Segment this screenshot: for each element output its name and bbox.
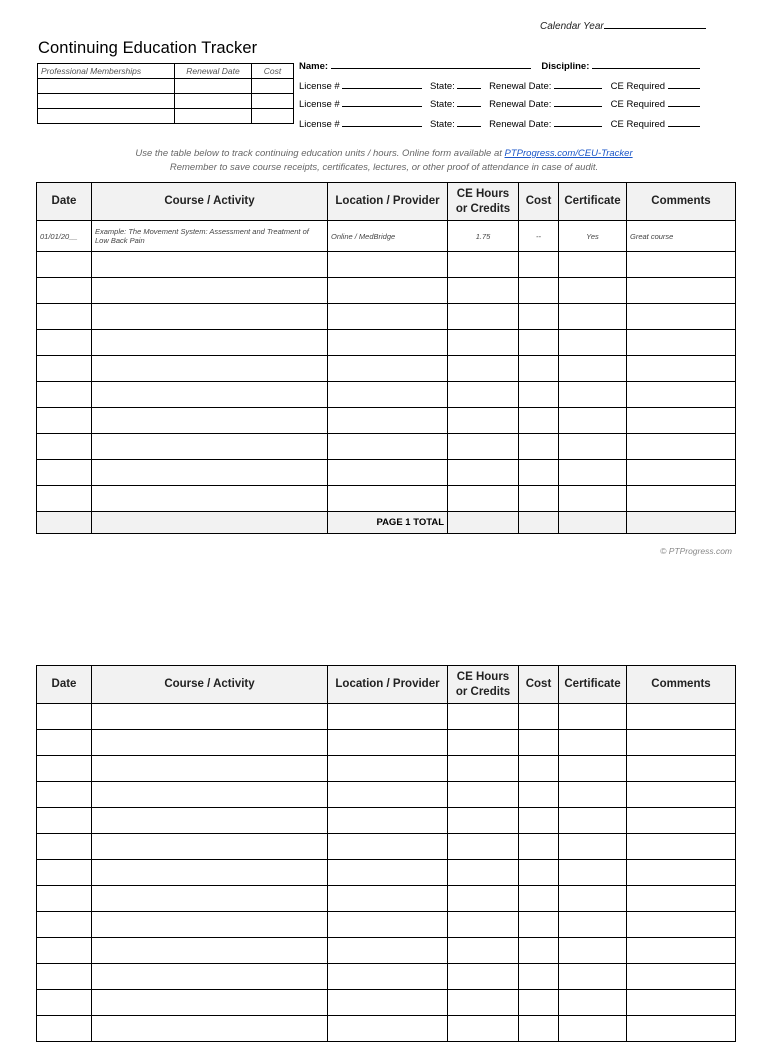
table-cell[interactable] <box>519 782 559 808</box>
table-cell[interactable] <box>328 356 448 382</box>
table-cell[interactable] <box>92 408 328 434</box>
table-cell[interactable] <box>448 330 519 356</box>
table-cell[interactable] <box>559 382 627 408</box>
table-row <box>37 808 736 834</box>
col-ce-hours: CE Hours or Credits <box>448 183 519 221</box>
discipline-label: Discipline: <box>541 61 590 72</box>
table-cell[interactable] <box>627 860 736 886</box>
table-cell[interactable] <box>519 382 559 408</box>
table-cell[interactable] <box>448 434 519 460</box>
name-label: Name: <box>299 61 329 72</box>
table-cell[interactable] <box>519 304 559 330</box>
table-cell[interactable] <box>92 990 328 1016</box>
license-number-field[interactable] <box>342 88 422 89</box>
table-cell[interactable] <box>328 330 448 356</box>
table-cell[interactable] <box>328 704 448 730</box>
total-hours-cell[interactable] <box>448 512 519 534</box>
table-cell[interactable] <box>92 782 328 808</box>
table-cell[interactable] <box>37 434 92 460</box>
table-cell[interactable] <box>559 730 627 756</box>
table-cell[interactable] <box>559 886 627 912</box>
memberships-table <box>37 63 294 124</box>
table-cell[interactable] <box>559 434 627 460</box>
ce-tracker-table-page-1 <box>36 182 736 534</box>
table-cell[interactable] <box>627 730 736 756</box>
table-cell[interactable] <box>519 356 559 382</box>
table-cell[interactable] <box>37 252 92 278</box>
table-cell[interactable] <box>92 330 328 356</box>
table-cell[interactable] <box>448 860 519 886</box>
ce-required-field[interactable] <box>668 88 700 89</box>
table-cell[interactable] <box>559 990 627 1016</box>
table-cell[interactable] <box>627 886 736 912</box>
table-row <box>37 782 736 808</box>
renewal-date-label: Renewal Date: <box>489 81 552 92</box>
memberships-row <box>38 79 294 94</box>
table-cell[interactable] <box>448 990 519 1016</box>
table-cell[interactable] <box>328 990 448 1016</box>
table-cell[interactable] <box>627 834 736 860</box>
table-cell[interactable] <box>559 330 627 356</box>
example-location: Online / MedBridge <box>328 221 448 252</box>
table-cell[interactable] <box>328 252 448 278</box>
table-row <box>37 330 736 356</box>
table-cell[interactable] <box>328 408 448 434</box>
table-cell[interactable] <box>627 990 736 1016</box>
table-cell[interactable] <box>627 408 736 434</box>
table-row <box>37 408 736 434</box>
table-cell[interactable] <box>519 990 559 1016</box>
table-cell[interactable] <box>519 860 559 886</box>
table-cell[interactable] <box>448 808 519 834</box>
table-row <box>37 886 736 912</box>
table-row <box>37 730 736 756</box>
table-row <box>37 278 736 304</box>
license-label: License # <box>299 119 340 130</box>
table-cell[interactable] <box>328 460 448 486</box>
calendar-year-field[interactable] <box>540 21 706 32</box>
table-cell[interactable] <box>519 1016 559 1042</box>
table-cell[interactable] <box>559 304 627 330</box>
instructions <box>0 147 768 175</box>
col-ce-hours: CE Hours or Credits <box>448 666 519 704</box>
table-cell[interactable] <box>519 730 559 756</box>
membership-cell[interactable] <box>38 94 175 109</box>
state-field[interactable] <box>457 88 481 89</box>
table-row <box>37 356 736 382</box>
table-cell[interactable] <box>37 782 92 808</box>
table-cell[interactable] <box>627 460 736 486</box>
total-blank-cell <box>92 512 328 534</box>
table-cell[interactable] <box>519 252 559 278</box>
table-cell[interactable] <box>92 912 328 938</box>
example-certificate: Yes <box>559 221 627 252</box>
col-date: Date <box>37 183 92 221</box>
col-certificate: Certificate <box>559 183 627 221</box>
table-cell[interactable] <box>627 382 736 408</box>
table-cell[interactable] <box>448 938 519 964</box>
page-1-total-row <box>37 512 736 534</box>
table-cell[interactable] <box>627 1016 736 1042</box>
table-cell[interactable] <box>627 304 736 330</box>
total-cost-cell[interactable] <box>519 512 559 534</box>
table-cell[interactable] <box>37 1016 92 1042</box>
table-row <box>37 756 736 782</box>
license-number-field[interactable] <box>342 106 422 107</box>
table-cell[interactable] <box>37 730 92 756</box>
table-row <box>37 860 736 886</box>
renewal-date-field[interactable] <box>554 126 602 127</box>
table-cell[interactable] <box>627 938 736 964</box>
table-row <box>37 382 736 408</box>
table-cell[interactable] <box>328 278 448 304</box>
table-cell[interactable] <box>37 382 92 408</box>
table-row <box>37 938 736 964</box>
table-cell[interactable] <box>37 990 92 1016</box>
example-course: Example: The Movement System: Assessment and Treatment of Low Back Pain <box>92 221 328 252</box>
col-comments: Comments <box>627 666 736 704</box>
table-cell[interactable] <box>448 964 519 990</box>
table-cell[interactable] <box>519 278 559 304</box>
table-cell[interactable] <box>559 460 627 486</box>
table-cell[interactable] <box>328 304 448 330</box>
membership-renewal-cell[interactable] <box>175 109 252 124</box>
table-cell[interactable] <box>519 834 559 860</box>
discipline-field[interactable] <box>592 68 700 69</box>
table-cell[interactable] <box>37 330 92 356</box>
membership-renewal-cell[interactable] <box>175 94 252 109</box>
state-label: State: <box>429 81 455 92</box>
table-cell[interactable] <box>328 912 448 938</box>
col-comments: Comments <box>627 183 736 221</box>
table-cell[interactable] <box>627 252 736 278</box>
col-location-provider: Location / Provider <box>328 183 448 221</box>
state-label: State: <box>429 119 455 130</box>
state-field[interactable] <box>457 126 481 127</box>
renewal-date-label: Renewal Date: <box>489 119 552 130</box>
col-course-activity: Course / Activity <box>92 666 328 704</box>
table-row <box>37 434 736 460</box>
table-cell[interactable] <box>328 886 448 912</box>
table-cell[interactable] <box>627 704 736 730</box>
table-cell[interactable] <box>627 964 736 990</box>
table-row <box>37 1016 736 1042</box>
table-cell[interactable] <box>559 860 627 886</box>
table-cell[interactable] <box>559 356 627 382</box>
renewal-date-field[interactable] <box>554 106 602 107</box>
table-cell[interactable] <box>448 1016 519 1042</box>
table-cell[interactable] <box>559 756 627 782</box>
membership-cell[interactable] <box>38 79 175 94</box>
copyright-notice: © PTProgress.com <box>660 546 732 556</box>
table-cell[interactable] <box>328 808 448 834</box>
example-cost: -- <box>519 221 559 252</box>
table-cell[interactable] <box>328 938 448 964</box>
table-cell[interactable] <box>627 330 736 356</box>
instructions-line-2: Remember to save course receipts, certificates, lectures, or other proof of attendance in case of audit. <box>169 162 599 173</box>
table-cell[interactable] <box>37 834 92 860</box>
memberships-row <box>38 94 294 109</box>
table-row <box>37 252 736 278</box>
table-cell[interactable] <box>559 808 627 834</box>
memberships-col-renewal: Renewal Date <box>175 64 252 79</box>
table-cell[interactable] <box>448 886 519 912</box>
table-row <box>37 304 736 330</box>
state-field[interactable] <box>457 106 481 107</box>
table-cell[interactable] <box>92 756 328 782</box>
table-cell[interactable] <box>519 756 559 782</box>
col-course-activity: Course / Activity <box>92 183 328 221</box>
table-cell[interactable] <box>627 756 736 782</box>
name-discipline-line <box>299 61 700 72</box>
example-date: 01/01/20__ <box>37 221 92 252</box>
table-cell[interactable] <box>92 434 328 460</box>
col-date: Date <box>37 666 92 704</box>
page-1-total-label: PAGE 1 TOTAL <box>328 512 448 534</box>
table-cell[interactable] <box>519 964 559 990</box>
renewal-date-field[interactable] <box>554 88 602 89</box>
table-row <box>37 486 736 512</box>
ce-required-label: CE Required <box>610 119 666 130</box>
table-cell[interactable] <box>328 782 448 808</box>
table-cell[interactable] <box>559 912 627 938</box>
ce-required-label: CE Required <box>610 81 666 92</box>
table-cell[interactable] <box>559 782 627 808</box>
membership-renewal-cell[interactable] <box>175 79 252 94</box>
table-cell[interactable] <box>92 860 328 886</box>
table-cell[interactable] <box>448 834 519 860</box>
table-cell[interactable] <box>519 886 559 912</box>
license-line-2 <box>299 99 700 110</box>
table-cell[interactable] <box>627 486 736 512</box>
table-cell[interactable] <box>37 460 92 486</box>
table-cell[interactable] <box>37 278 92 304</box>
table-row <box>37 704 736 730</box>
example-row <box>37 221 736 252</box>
table-row <box>37 964 736 990</box>
table-cell[interactable] <box>92 704 328 730</box>
table-cell[interactable] <box>37 304 92 330</box>
table-row <box>37 834 736 860</box>
table-cell[interactable] <box>328 382 448 408</box>
table-cell[interactable] <box>92 730 328 756</box>
instructions-line-1: Use the table below to track continuing education units / hours. Online form available at <box>135 148 502 159</box>
membership-cost-cell[interactable] <box>252 109 294 124</box>
table-cell[interactable] <box>559 486 627 512</box>
table-cell[interactable] <box>559 938 627 964</box>
table-cell[interactable] <box>92 808 328 834</box>
membership-cost-cell[interactable] <box>252 79 294 94</box>
table-cell[interactable] <box>448 304 519 330</box>
total-blank-cell <box>627 512 736 534</box>
example-hours: 1.75 <box>448 221 519 252</box>
table-cell[interactable] <box>328 730 448 756</box>
state-label: State: <box>429 99 455 110</box>
table-cell[interactable] <box>519 704 559 730</box>
table-cell[interactable] <box>519 434 559 460</box>
table-cell[interactable] <box>627 356 736 382</box>
table-cell[interactable] <box>92 886 328 912</box>
ce-required-label: CE Required <box>610 99 666 110</box>
table-cell[interactable] <box>92 278 328 304</box>
table-cell[interactable] <box>37 938 92 964</box>
membership-cost-cell[interactable] <box>252 94 294 109</box>
table-cell[interactable] <box>37 860 92 886</box>
table-cell[interactable] <box>92 252 328 278</box>
ce-required-field[interactable] <box>668 126 700 127</box>
table-cell[interactable] <box>448 704 519 730</box>
table-cell[interactable] <box>627 912 736 938</box>
table-cell[interactable] <box>328 434 448 460</box>
table-cell[interactable] <box>559 278 627 304</box>
table-cell[interactable] <box>448 460 519 486</box>
license-line-1 <box>299 81 700 92</box>
table-cell[interactable] <box>92 1016 328 1042</box>
memberships-col-professional: Professional Memberships <box>38 64 175 79</box>
table-cell[interactable] <box>519 330 559 356</box>
table-row <box>37 460 736 486</box>
license-label: License # <box>299 81 340 92</box>
table-cell[interactable] <box>92 486 328 512</box>
table-cell[interactable] <box>37 808 92 834</box>
calendar-year-line <box>604 28 706 29</box>
table-cell[interactable] <box>559 1016 627 1042</box>
license-number-field[interactable] <box>342 126 422 127</box>
total-blank-cell <box>37 512 92 534</box>
col-location-provider: Location / Provider <box>328 666 448 704</box>
table-cell[interactable] <box>37 704 92 730</box>
table-cell[interactable] <box>448 252 519 278</box>
table-cell[interactable] <box>559 834 627 860</box>
memberships-row <box>38 109 294 124</box>
table-cell[interactable] <box>92 834 328 860</box>
table-cell[interactable] <box>627 808 736 834</box>
table-cell[interactable] <box>92 356 328 382</box>
table-cell[interactable] <box>519 408 559 434</box>
license-label: License # <box>299 99 340 110</box>
table-cell[interactable] <box>328 964 448 990</box>
table-cell[interactable] <box>37 886 92 912</box>
table-cell[interactable] <box>37 912 92 938</box>
table-cell[interactable] <box>448 356 519 382</box>
renewal-date-label: Renewal Date: <box>489 99 552 110</box>
col-cost: Cost <box>519 666 559 704</box>
table-cell[interactable] <box>37 756 92 782</box>
table-cell[interactable] <box>519 808 559 834</box>
page-title: Continuing Education Tracker <box>38 39 258 57</box>
table-cell[interactable] <box>328 860 448 886</box>
table-cell[interactable] <box>519 486 559 512</box>
license-line-3 <box>299 119 700 130</box>
table-cell[interactable] <box>328 756 448 782</box>
table-cell[interactable] <box>92 938 328 964</box>
table-cell[interactable] <box>627 278 736 304</box>
table-cell[interactable] <box>448 756 519 782</box>
name-field[interactable] <box>331 68 531 69</box>
col-certificate: Certificate <box>559 666 627 704</box>
table-cell[interactable] <box>559 964 627 990</box>
table-cell[interactable] <box>448 486 519 512</box>
table-cell[interactable] <box>559 408 627 434</box>
table-cell[interactable] <box>519 938 559 964</box>
table-cell[interactable] <box>37 408 92 434</box>
table-row <box>37 912 736 938</box>
table-cell[interactable] <box>448 408 519 434</box>
col-cost: Cost <box>519 183 559 221</box>
table-cell[interactable] <box>448 382 519 408</box>
table-cell[interactable] <box>328 834 448 860</box>
example-comments: Great course <box>627 221 736 252</box>
table-cell[interactable] <box>519 460 559 486</box>
table-cell[interactable] <box>559 252 627 278</box>
calendar-year-label: Calendar Year <box>540 21 604 32</box>
table-cell[interactable] <box>92 964 328 990</box>
table-cell[interactable] <box>37 356 92 382</box>
table-cell[interactable] <box>92 304 328 330</box>
table-cell[interactable] <box>328 486 448 512</box>
table-cell[interactable] <box>519 912 559 938</box>
ce-tracker-table-page-2 <box>36 665 736 1042</box>
table-cell[interactable] <box>448 782 519 808</box>
table-cell[interactable] <box>448 730 519 756</box>
total-blank-cell <box>559 512 627 534</box>
table-cell[interactable] <box>37 486 92 512</box>
memberships-col-cost: Cost <box>252 64 294 79</box>
ce-required-field[interactable] <box>668 106 700 107</box>
table-cell[interactable] <box>627 782 736 808</box>
table-cell[interactable] <box>559 704 627 730</box>
table-row <box>37 990 736 1016</box>
table-cell[interactable] <box>92 382 328 408</box>
table-cell[interactable] <box>92 460 328 486</box>
membership-cell[interactable] <box>38 109 175 124</box>
table-cell[interactable] <box>448 278 519 304</box>
table-cell[interactable] <box>37 964 92 990</box>
table-cell[interactable] <box>627 434 736 460</box>
table-cell[interactable] <box>328 1016 448 1042</box>
ceu-tracker-link[interactable]: PTProgress.com/CEU-Tracker <box>504 148 633 159</box>
table-cell[interactable] <box>448 912 519 938</box>
